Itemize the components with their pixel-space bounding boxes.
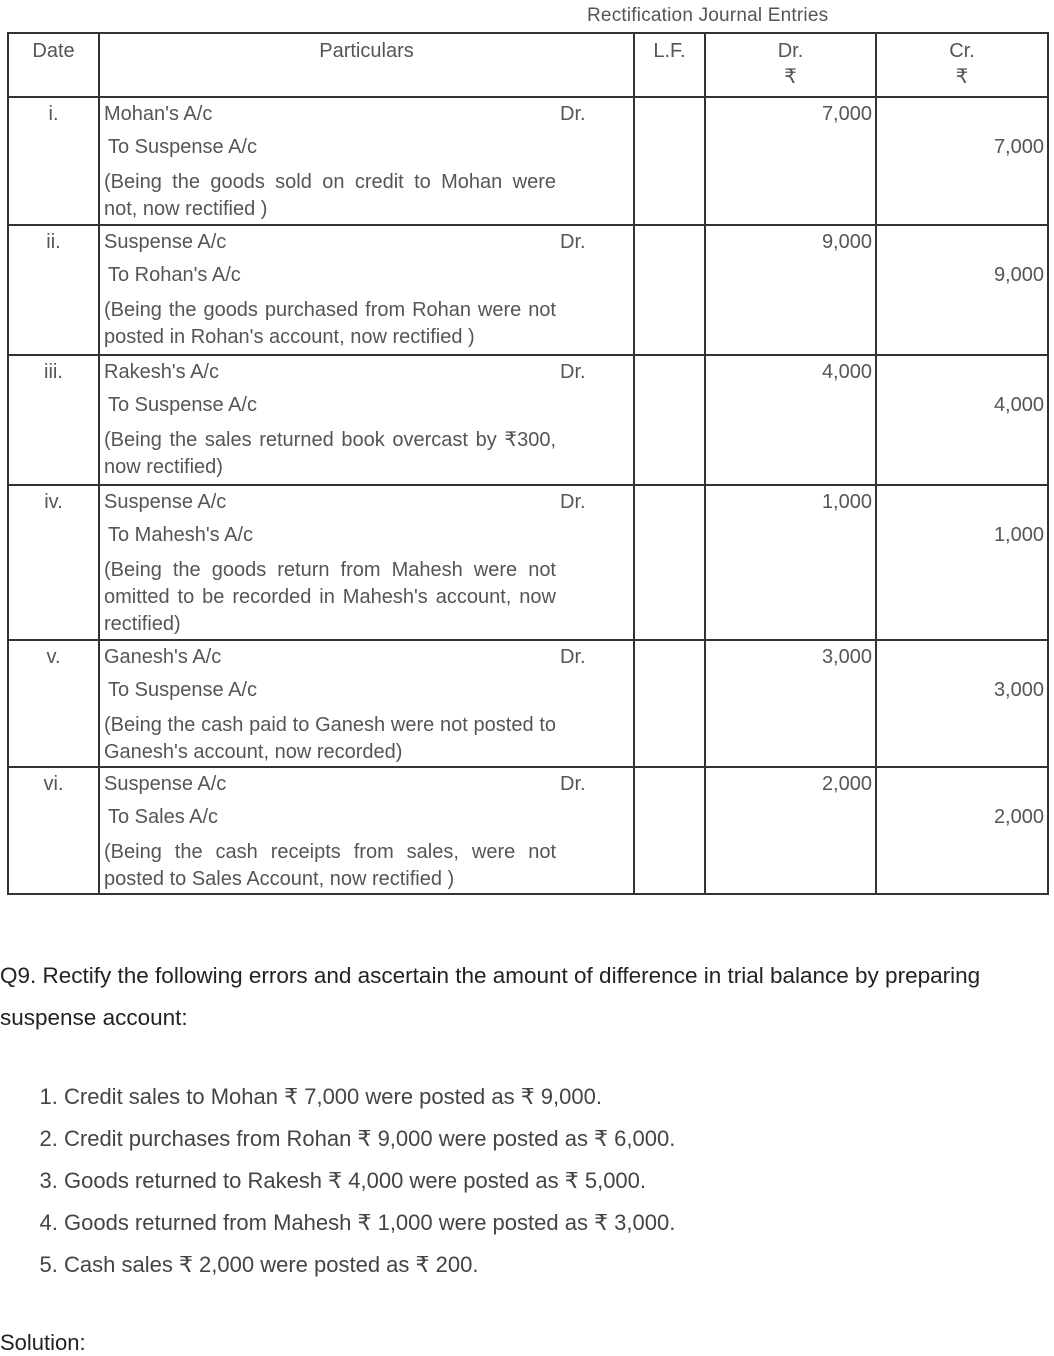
credit-account: To Suspense A/c [108, 679, 257, 701]
narration: (Being the goods return from Mahesh were not omitted to be recorded in Mahesh's account, now rectified) [104, 559, 556, 635]
dr-label: Dr. [560, 103, 586, 125]
credit-account: To Suspense A/c [108, 394, 257, 416]
cr-amount: 7,000 [876, 97, 1048, 225]
dr-label: Dr. [560, 773, 586, 795]
header-dr: Dr. ₹ [705, 33, 876, 97]
table-row [8, 355, 1048, 485]
list-item: 4. Goods returned from Mahesh ₹ 1,000 were posted as ₹ 3,000. [64, 1202, 675, 1244]
dr-amount: 1,000 [705, 485, 876, 640]
credit-account: To Suspense A/c [108, 136, 257, 158]
particulars-cell [99, 355, 634, 485]
dr-amount: 9,000 [705, 225, 876, 355]
cr-amount: 1,000 [876, 485, 1048, 640]
lf-cell [634, 97, 705, 225]
cr-amount: 3,000 [876, 640, 1048, 767]
table-header [8, 33, 1048, 97]
list-item: 2. Credit purchases from Rohan ₹ 9,000 were posted as ₹ 6,000. [64, 1118, 675, 1160]
entry-date: v. [8, 640, 99, 767]
narration: (Being the sales returned book overcast by ₹300, now rectified) [104, 429, 556, 478]
lf-cell [634, 225, 705, 355]
table-row [8, 97, 1048, 225]
debit-account: Rakesh's A/c [104, 361, 219, 383]
entry-date: iii. [8, 355, 99, 485]
lf-cell [634, 767, 705, 894]
lf-cell [634, 640, 705, 767]
cr-amount: 9,000 [876, 225, 1048, 355]
particulars-cell [99, 767, 634, 894]
header-cr: Cr. ₹ [876, 33, 1048, 97]
particulars-cell [99, 225, 634, 355]
table-row [8, 640, 1048, 767]
list-item: 1. Credit sales to Mohan ₹ 7,000 were posted as ₹ 9,000. [64, 1076, 675, 1118]
particulars-cell [99, 485, 634, 640]
header-particulars: Particulars [99, 33, 634, 97]
question-text: Q9. Rectify the following errors and ascertain the amount of difference in trial balance by preparing suspense account: [0, 963, 981, 1030]
cr-amount: 4,000 [876, 355, 1048, 485]
credit-account: To Sales A/c [108, 806, 219, 828]
debit-account: Ganesh's A/c [104, 646, 222, 668]
narration: (Being the cash paid to Ganesh were not posted to Ganesh's account, now recorded) [104, 714, 556, 763]
debit-account: Mohan's A/c [104, 103, 213, 125]
table-row [8, 225, 1048, 355]
lf-cell [634, 355, 705, 485]
entry-date: iv. [8, 485, 99, 640]
dr-label: Dr. [560, 231, 586, 253]
debit-account: Suspense A/c [104, 773, 227, 795]
dr-amount: 3,000 [705, 640, 876, 767]
dr-amount: 2,000 [705, 767, 876, 894]
credit-account: To Rohan's A/c [108, 264, 241, 286]
narration: (Being the goods sold on credit to Mohan were not, now rectified ) [104, 171, 556, 220]
debit-account: Suspense A/c [104, 231, 227, 253]
list-item: 5. Cash sales ₹ 2,000 were posted as ₹ 200. [64, 1244, 675, 1286]
debit-account: Suspense A/c [104, 491, 227, 513]
entry-date: vi. [8, 767, 99, 894]
dr-amount: 7,000 [705, 97, 876, 225]
credit-account: To Mahesh's A/c [108, 524, 253, 546]
entry-date: ii. [8, 225, 99, 355]
error-list [28, 1076, 675, 1286]
lf-cell [634, 485, 705, 640]
dr-label: Dr. [560, 491, 586, 513]
list-item: 3. Goods returned to Rakesh ₹ 4,000 were posted as ₹ 5,000. [64, 1160, 675, 1202]
particulars-cell [99, 640, 634, 767]
cr-amount: 2,000 [876, 767, 1048, 894]
entry-date: i. [8, 97, 99, 225]
particulars-cell [99, 97, 634, 225]
solution-label: Solution: [0, 1330, 86, 1355]
narration: (Being the cash receipts from sales, were not posted to Sales Account, now rectified ) [104, 841, 556, 890]
table-caption: Rectification Journal Entries [587, 5, 829, 26]
header-date: Date [8, 33, 99, 97]
header-lf: L.F. [634, 33, 705, 97]
dr-label: Dr. [560, 361, 586, 383]
dr-amount: 4,000 [705, 355, 876, 485]
table-row [8, 485, 1048, 640]
narration: (Being the goods purchased from Rohan were not posted in Rohan's account, now rectified ) [104, 299, 556, 348]
dr-label: Dr. [560, 646, 586, 668]
table-row [8, 767, 1048, 894]
journal-table [7, 32, 1049, 895]
